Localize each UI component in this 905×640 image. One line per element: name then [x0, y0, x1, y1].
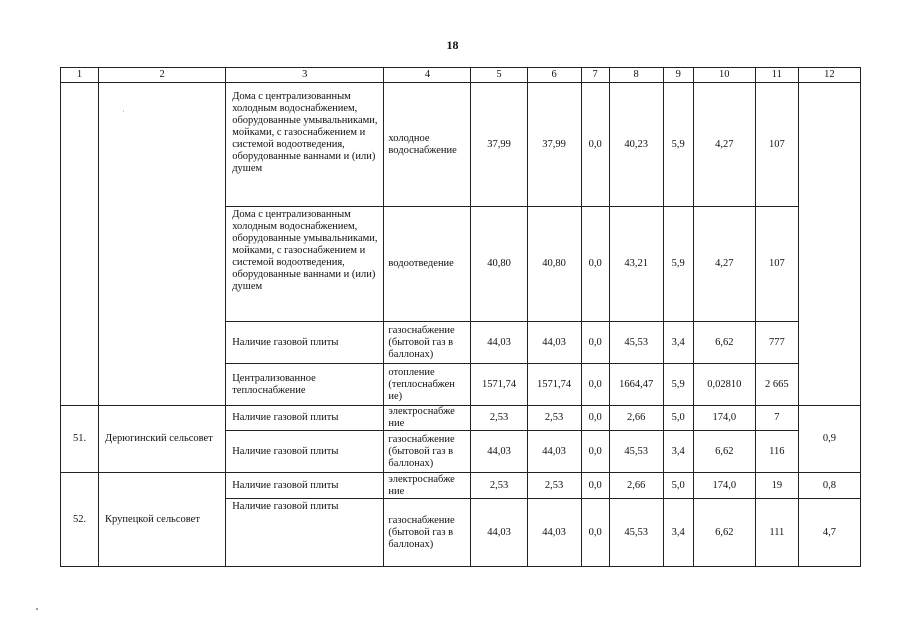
cell-num: 51. — [61, 406, 99, 473]
cell-value: 19 — [755, 473, 798, 499]
cell-value: 40,23 — [609, 83, 663, 207]
cell-value: 43,21 — [609, 207, 663, 322]
cell-value: 4,27 — [693, 207, 755, 322]
cell-service: газоснабжение (бытовой газ в баллонах) — [384, 322, 471, 364]
cell-value: 111 — [755, 499, 798, 567]
cell-desc: Наличие газовой плиты — [226, 431, 384, 473]
cell-desc: Дома с централизованным холодным водоснабжением, оборудованные умывальниками, мойками, с газоснабжением и системой водоотведения, оборудованные ваннами и (или) душем — [226, 83, 384, 207]
cell-value: 3,4 — [663, 431, 693, 473]
cell-value: 40,80 — [527, 207, 581, 322]
cell-value: 174,0 — [693, 406, 755, 431]
cell-value: 2,53 — [471, 473, 527, 499]
cell-value: 45,53 — [609, 499, 663, 567]
cell-value: 2,53 — [471, 406, 527, 431]
cell-value: 7 — [755, 406, 798, 431]
cell-value: 1571,74 — [527, 364, 581, 406]
cell-value: 1664,47 — [609, 364, 663, 406]
cell-value: 6,62 — [693, 322, 755, 364]
col-header: 3 — [226, 68, 384, 83]
cell-value: 2 665 — [755, 364, 798, 406]
cell-num — [61, 83, 99, 406]
cell-service: отопление (теплоснабжен ие) — [384, 364, 471, 406]
scan-dot — [36, 608, 38, 610]
cell-value: 5,0 — [663, 473, 693, 499]
cell-desc: Наличие газовой плиты — [226, 406, 384, 431]
cell-area — [99, 83, 226, 406]
col-header: 4 — [384, 68, 471, 83]
cell-value: 5,0 — [663, 406, 693, 431]
scan-mark: · — [122, 107, 125, 116]
cell-value: 0,0 — [581, 473, 609, 499]
cell-desc: Централизованное теплоснабжение — [226, 364, 384, 406]
cell-value: 5,9 — [663, 207, 693, 322]
table-row — [61, 473, 861, 499]
cell-value: 0,0 — [581, 406, 609, 431]
table-row — [61, 83, 861, 207]
cell-service: холодное водоснабжение — [384, 83, 471, 207]
cell-value: 2,66 — [609, 473, 663, 499]
cell-value: 44,03 — [471, 431, 527, 473]
cell-value: 44,03 — [471, 322, 527, 364]
cell-service: водоотведение — [384, 207, 471, 322]
cell-value: 3,4 — [663, 322, 693, 364]
col-header: 6 — [527, 68, 581, 83]
cell-service: газоснабжение (бытовой газ в баллонах) — [384, 499, 471, 567]
cell-desc: Наличие газовой плиты — [226, 473, 384, 499]
cell-desc: Наличие газовой плиты — [226, 499, 384, 567]
cell-service: газоснабжение (бытовой газ в баллонах) — [384, 431, 471, 473]
cell-value: 2,66 — [609, 406, 663, 431]
cell-value: 45,53 — [609, 322, 663, 364]
cell-value: 6,62 — [693, 431, 755, 473]
cell-value: 0,0 — [581, 322, 609, 364]
col-header: 9 — [663, 68, 693, 83]
cell-value: 5,9 — [663, 364, 693, 406]
cell-value: 44,03 — [471, 499, 527, 567]
cell-value: 6,62 — [693, 499, 755, 567]
cell-value: 5,9 — [663, 83, 693, 207]
col-header: 11 — [755, 68, 798, 83]
cell-col12: 4,7 — [798, 499, 860, 567]
cell-value: 44,03 — [527, 322, 581, 364]
col-header: 12 — [798, 68, 860, 83]
cell-value: 0,0 — [581, 364, 609, 406]
cell-value: 0,0 — [581, 207, 609, 322]
cell-value: 44,03 — [527, 499, 581, 567]
header-row — [61, 68, 861, 83]
cell-num: 52. — [61, 473, 99, 567]
cell-value: 1571,74 — [471, 364, 527, 406]
cell-value: 44,03 — [527, 431, 581, 473]
cell-col12: 0,8 — [798, 473, 860, 499]
cell-value: 2,53 — [527, 473, 581, 499]
tariff-table — [60, 67, 861, 567]
cell-area: Дерюгинский сельсовет — [99, 406, 226, 473]
col-header: 10 — [693, 68, 755, 83]
cell-area: Крупецкой сельсовет — [99, 473, 226, 567]
cell-col12: 0,9 — [798, 406, 860, 473]
cell-value: 107 — [755, 207, 798, 322]
cell-value: 0,02810 — [693, 364, 755, 406]
cell-value: 107 — [755, 83, 798, 207]
cell-desc: Наличие газовой плиты — [226, 322, 384, 364]
page-number: 18 — [446, 38, 459, 52]
col-header: 2 — [99, 68, 226, 83]
cell-value: 2,53 — [527, 406, 581, 431]
table-row — [61, 406, 861, 431]
cell-value: 37,99 — [471, 83, 527, 207]
cell-col12 — [798, 83, 860, 406]
cell-desc: Дома с централизованным холодным водоснабжением, оборудованные умывальниками, мойками, с газоснабжением и системой водоотведения, оборудованные ваннами и (или) душем — [226, 207, 384, 322]
cell-value: 3,4 — [663, 499, 693, 567]
col-header: 5 — [471, 68, 527, 83]
cell-value: 0,0 — [581, 499, 609, 567]
cell-value: 174,0 — [693, 473, 755, 499]
col-header: 8 — [609, 68, 663, 83]
cell-value: 45,53 — [609, 431, 663, 473]
cell-value: 37,99 — [527, 83, 581, 207]
cell-value: 4,27 — [693, 83, 755, 207]
cell-value: 0,0 — [581, 83, 609, 207]
cell-value: 777 — [755, 322, 798, 364]
cell-value: 0,0 — [581, 431, 609, 473]
cell-service: электроснабже ние — [384, 473, 471, 499]
cell-service: электроснабже ние — [384, 406, 471, 431]
cell-value: 116 — [755, 431, 798, 473]
cell-value: 40,80 — [471, 207, 527, 322]
col-header: 1 — [61, 68, 99, 83]
col-header: 7 — [581, 68, 609, 83]
